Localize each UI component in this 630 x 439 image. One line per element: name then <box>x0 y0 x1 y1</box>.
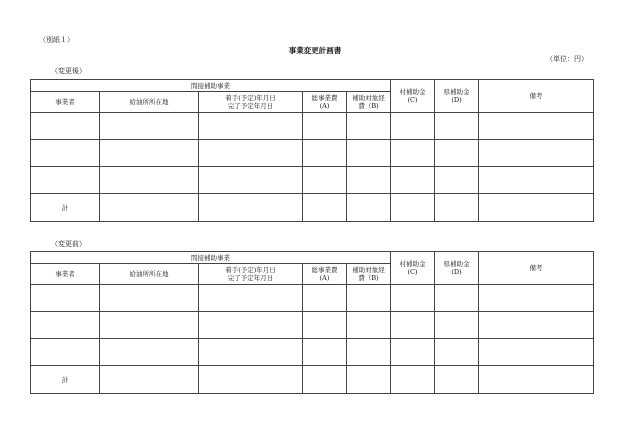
village-subsidy-code: (C) <box>407 268 418 276</box>
eligible-cost-header <box>347 264 391 285</box>
total-cost-header <box>303 264 347 285</box>
total-label: 計 <box>31 366 100 394</box>
table-row <box>31 113 594 140</box>
document-title: 事業変更計画書 <box>288 46 342 55</box>
table-row <box>31 285 594 312</box>
schedule-header <box>199 264 303 285</box>
eligible-cost-header <box>347 92 391 113</box>
prefecture-subsidy-label: 県補助金 <box>443 260 470 268</box>
total-row <box>31 194 594 222</box>
location-header: 給油所所在地 <box>100 264 199 285</box>
eligible-cost-label-2: 費（B) <box>358 102 379 110</box>
section-label-before: （変更前） <box>51 240 86 248</box>
total-cost-header <box>303 92 347 113</box>
eligible-cost-label: 補助対象経 <box>352 94 385 102</box>
village-subsidy-code: (C) <box>407 96 418 104</box>
total-cost-code: (A) <box>319 102 330 110</box>
total-cost-label: 総事業費 <box>311 94 338 102</box>
prefecture-subsidy-header <box>435 252 479 285</box>
table-row <box>31 339 594 366</box>
prefecture-subsidy-header <box>435 80 479 113</box>
group-header: 間接補助事業 <box>31 80 391 92</box>
table-row <box>31 312 594 339</box>
schedule-end-label: 完了予定年月日 <box>227 274 274 282</box>
schedule-header <box>199 92 303 113</box>
unit-note: （単位：円） <box>546 55 588 63</box>
total-row <box>31 366 594 394</box>
location-header: 給油所所在地 <box>100 92 199 113</box>
remarks-header: 備考 <box>479 80 594 113</box>
schedule-start-label: 着手(予定)年月日 <box>225 266 276 274</box>
village-subsidy-label: 村補助金 <box>399 88 426 96</box>
prefecture-subsidy-label: 県補助金 <box>443 88 470 96</box>
eligible-cost-label-2: 費（B) <box>358 274 379 282</box>
operator-header: 事業者 <box>31 92 100 113</box>
village-subsidy-label: 村補助金 <box>399 260 426 268</box>
table-row <box>31 140 594 167</box>
total-label: 計 <box>31 194 100 222</box>
prefecture-subsidy-code: (D) <box>451 96 462 104</box>
operator-header: 事業者 <box>31 264 100 285</box>
schedule-start-label: 着手(予定)年月日 <box>225 94 276 102</box>
section-label-after: （変更後） <box>51 67 86 75</box>
table-row <box>31 167 594 194</box>
total-cost-code: (A) <box>319 274 330 282</box>
eligible-cost-label: 補助対象経 <box>352 266 385 274</box>
attachment-note: （別紙１） <box>39 36 74 44</box>
total-cost-label: 総事業費 <box>311 266 338 274</box>
village-subsidy-header <box>391 252 435 285</box>
group-header: 間接補助事業 <box>31 252 391 264</box>
remarks-header: 備考 <box>479 252 594 285</box>
prefecture-subsidy-code: (D) <box>451 268 462 276</box>
plan-table-before <box>30 251 594 394</box>
header-row <box>31 252 594 264</box>
plan-table-after <box>30 79 594 222</box>
schedule-end-label: 完了予定年月日 <box>227 102 274 110</box>
header-row <box>31 80 594 92</box>
village-subsidy-header <box>391 80 435 113</box>
